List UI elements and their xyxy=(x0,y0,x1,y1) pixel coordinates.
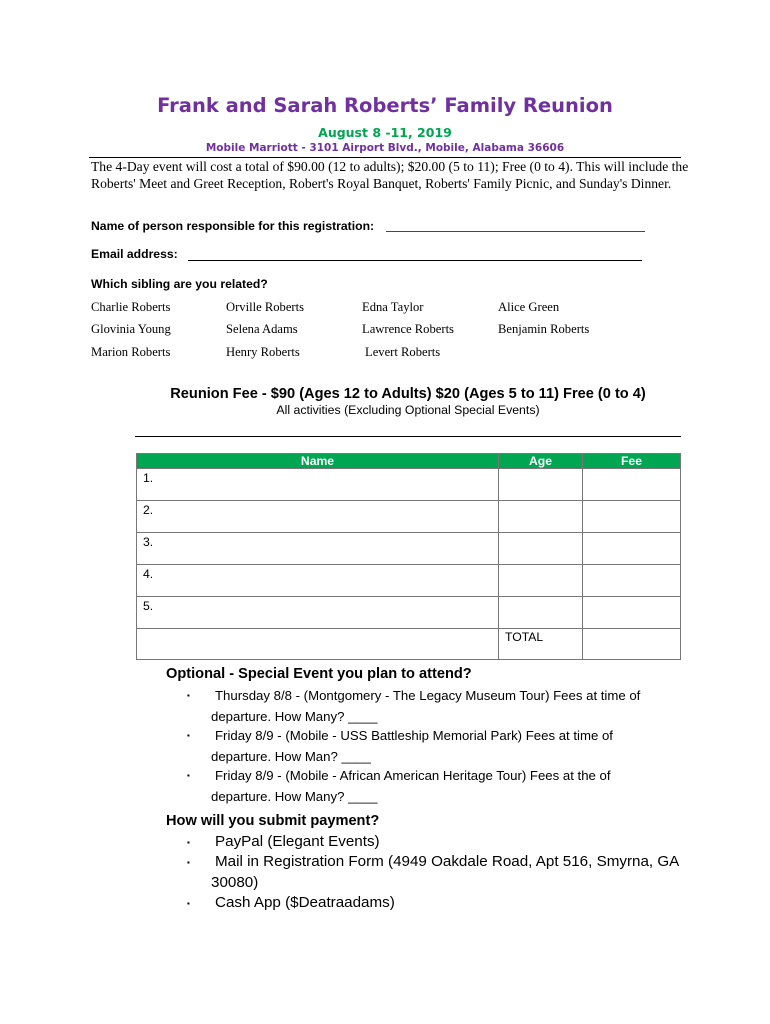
event-venue: Mobile Marriott - 3101 Airport Blvd., Mobile, Alabama 36606 xyxy=(205,142,565,154)
registration-table xyxy=(136,453,681,660)
reunion-fee-heading: Reunion Fee - $90 (Ages 12 to Adults) $20 (Ages 5 to 11) Free (0 to 4) xyxy=(170,386,646,402)
event-dates: August 8 -11, 2019 xyxy=(318,125,452,140)
optional-event-text: departure. How Many? ____ xyxy=(211,708,378,724)
age-cell[interactable] xyxy=(499,501,583,533)
sibling-option[interactable]: Marion Roberts xyxy=(91,345,171,359)
sibling-option[interactable]: Orville Roberts xyxy=(226,300,304,314)
optional-event-item[interactable] xyxy=(211,766,681,807)
payment-option-text: Mail in Registration Form (4949 Oakdale Road, Apt 516, Smyrna, GA xyxy=(215,853,680,870)
table-row xyxy=(137,533,681,565)
fee-cell[interactable] xyxy=(583,501,681,533)
responsible-person-label: Name of person responsible for this registration: xyxy=(91,219,375,233)
email-label: Email address: xyxy=(91,247,178,261)
name-cell[interactable]: 4. xyxy=(137,565,499,597)
sibling-option[interactable]: Charlie Roberts xyxy=(91,300,171,314)
total-label: TOTAL xyxy=(499,629,583,660)
optional-event-text: Friday 8/9 - (Mobile - African American Heritage Tour) Fees at the of xyxy=(215,768,611,783)
bullet-icon: ▪ xyxy=(187,899,190,908)
sibling-option[interactable]: Henry Roberts xyxy=(226,345,300,359)
bullet-icon: ▪ xyxy=(187,838,190,847)
age-cell[interactable] xyxy=(499,533,583,565)
optional-event-item[interactable] xyxy=(211,726,681,767)
age-cell[interactable] xyxy=(499,565,583,597)
fee-cell[interactable] xyxy=(583,533,681,565)
page-title: Frank and Sarah Roberts’ Family Reunion xyxy=(157,94,613,117)
payment-option-text: Cash App ($Deatraadams) xyxy=(215,894,395,911)
table-row xyxy=(137,501,681,533)
section-divider xyxy=(135,436,681,437)
payment-option[interactable] xyxy=(211,832,691,853)
bullet-icon: ▪ xyxy=(187,731,190,740)
sibling-option[interactable]: Benjamin Roberts xyxy=(498,322,590,336)
payment-heading: How will you submit payment? xyxy=(166,813,380,829)
table-row xyxy=(137,565,681,597)
sibling-question: Which sibling are you related? xyxy=(91,277,268,291)
fee-cell[interactable] xyxy=(583,597,681,629)
responsible-person-field[interactable] xyxy=(386,231,645,232)
blank-cell xyxy=(137,629,499,660)
column-header-name: Name xyxy=(137,454,499,469)
reunion-fee-note: All activities (Excluding Optional Special Events) xyxy=(276,403,540,417)
optional-event-text: departure. How Many? ____ xyxy=(211,788,378,804)
optional-event-text: Friday 8/9 - (Mobile - USS Battleship Memorial Park) Fees at time of xyxy=(215,728,613,743)
sibling-option[interactable]: Selena Adams xyxy=(226,322,298,336)
name-cell[interactable]: 2. xyxy=(137,501,499,533)
age-cell[interactable] xyxy=(499,597,583,629)
optional-events-heading: Optional - Special Event you plan to attend? xyxy=(166,666,472,682)
sibling-option[interactable]: Lawrence Roberts xyxy=(362,322,454,336)
bullet-icon: ▪ xyxy=(187,858,190,867)
name-cell[interactable]: 1. xyxy=(137,469,499,501)
cost-description: The 4-Day event will cost a total of $90.00 (12 to adults); $20.00 (5 to 11); Free (0 to 4). This will include the Roberts' Meet and Greet Reception, Robert's Royal Banquet, Roberts' Family Picnic, and Sunday's Dinner. xyxy=(91,159,689,191)
sibling-option[interactable]: Alice Green xyxy=(498,300,560,314)
optional-event-item[interactable] xyxy=(211,686,681,727)
payment-option-text: 30080) xyxy=(211,873,259,891)
optional-event-text: Thursday 8/8 - (Montgomery - The Legacy Museum Tour) Fees at time of xyxy=(215,688,641,703)
fee-cell[interactable] xyxy=(583,565,681,597)
sibling-option[interactable]: Levert Roberts xyxy=(365,345,441,359)
payment-option-text: PayPal (Elegant Events) xyxy=(215,833,380,850)
table-row xyxy=(137,469,681,501)
bullet-icon: ▪ xyxy=(187,771,190,780)
sibling-option[interactable]: Edna Taylor xyxy=(362,300,424,314)
bullet-icon: ▪ xyxy=(187,691,190,700)
age-cell[interactable] xyxy=(499,469,583,501)
column-header-age: Age xyxy=(499,454,583,469)
name-cell[interactable]: 5. xyxy=(137,597,499,629)
optional-event-text: departure. How Man? ____ xyxy=(211,748,371,764)
table-header-row xyxy=(137,454,681,469)
sibling-option[interactable]: Glovinia Young xyxy=(91,322,171,336)
table-row xyxy=(137,597,681,629)
column-header-fee: Fee xyxy=(583,454,681,469)
header-divider xyxy=(89,157,681,158)
total-fee-cell[interactable] xyxy=(583,629,681,660)
payment-option[interactable] xyxy=(211,893,691,914)
table-total-row xyxy=(137,629,681,660)
email-field[interactable] xyxy=(188,260,642,261)
payment-option[interactable] xyxy=(211,852,691,893)
fee-cell[interactable] xyxy=(583,469,681,501)
name-cell[interactable]: 3. xyxy=(137,533,499,565)
